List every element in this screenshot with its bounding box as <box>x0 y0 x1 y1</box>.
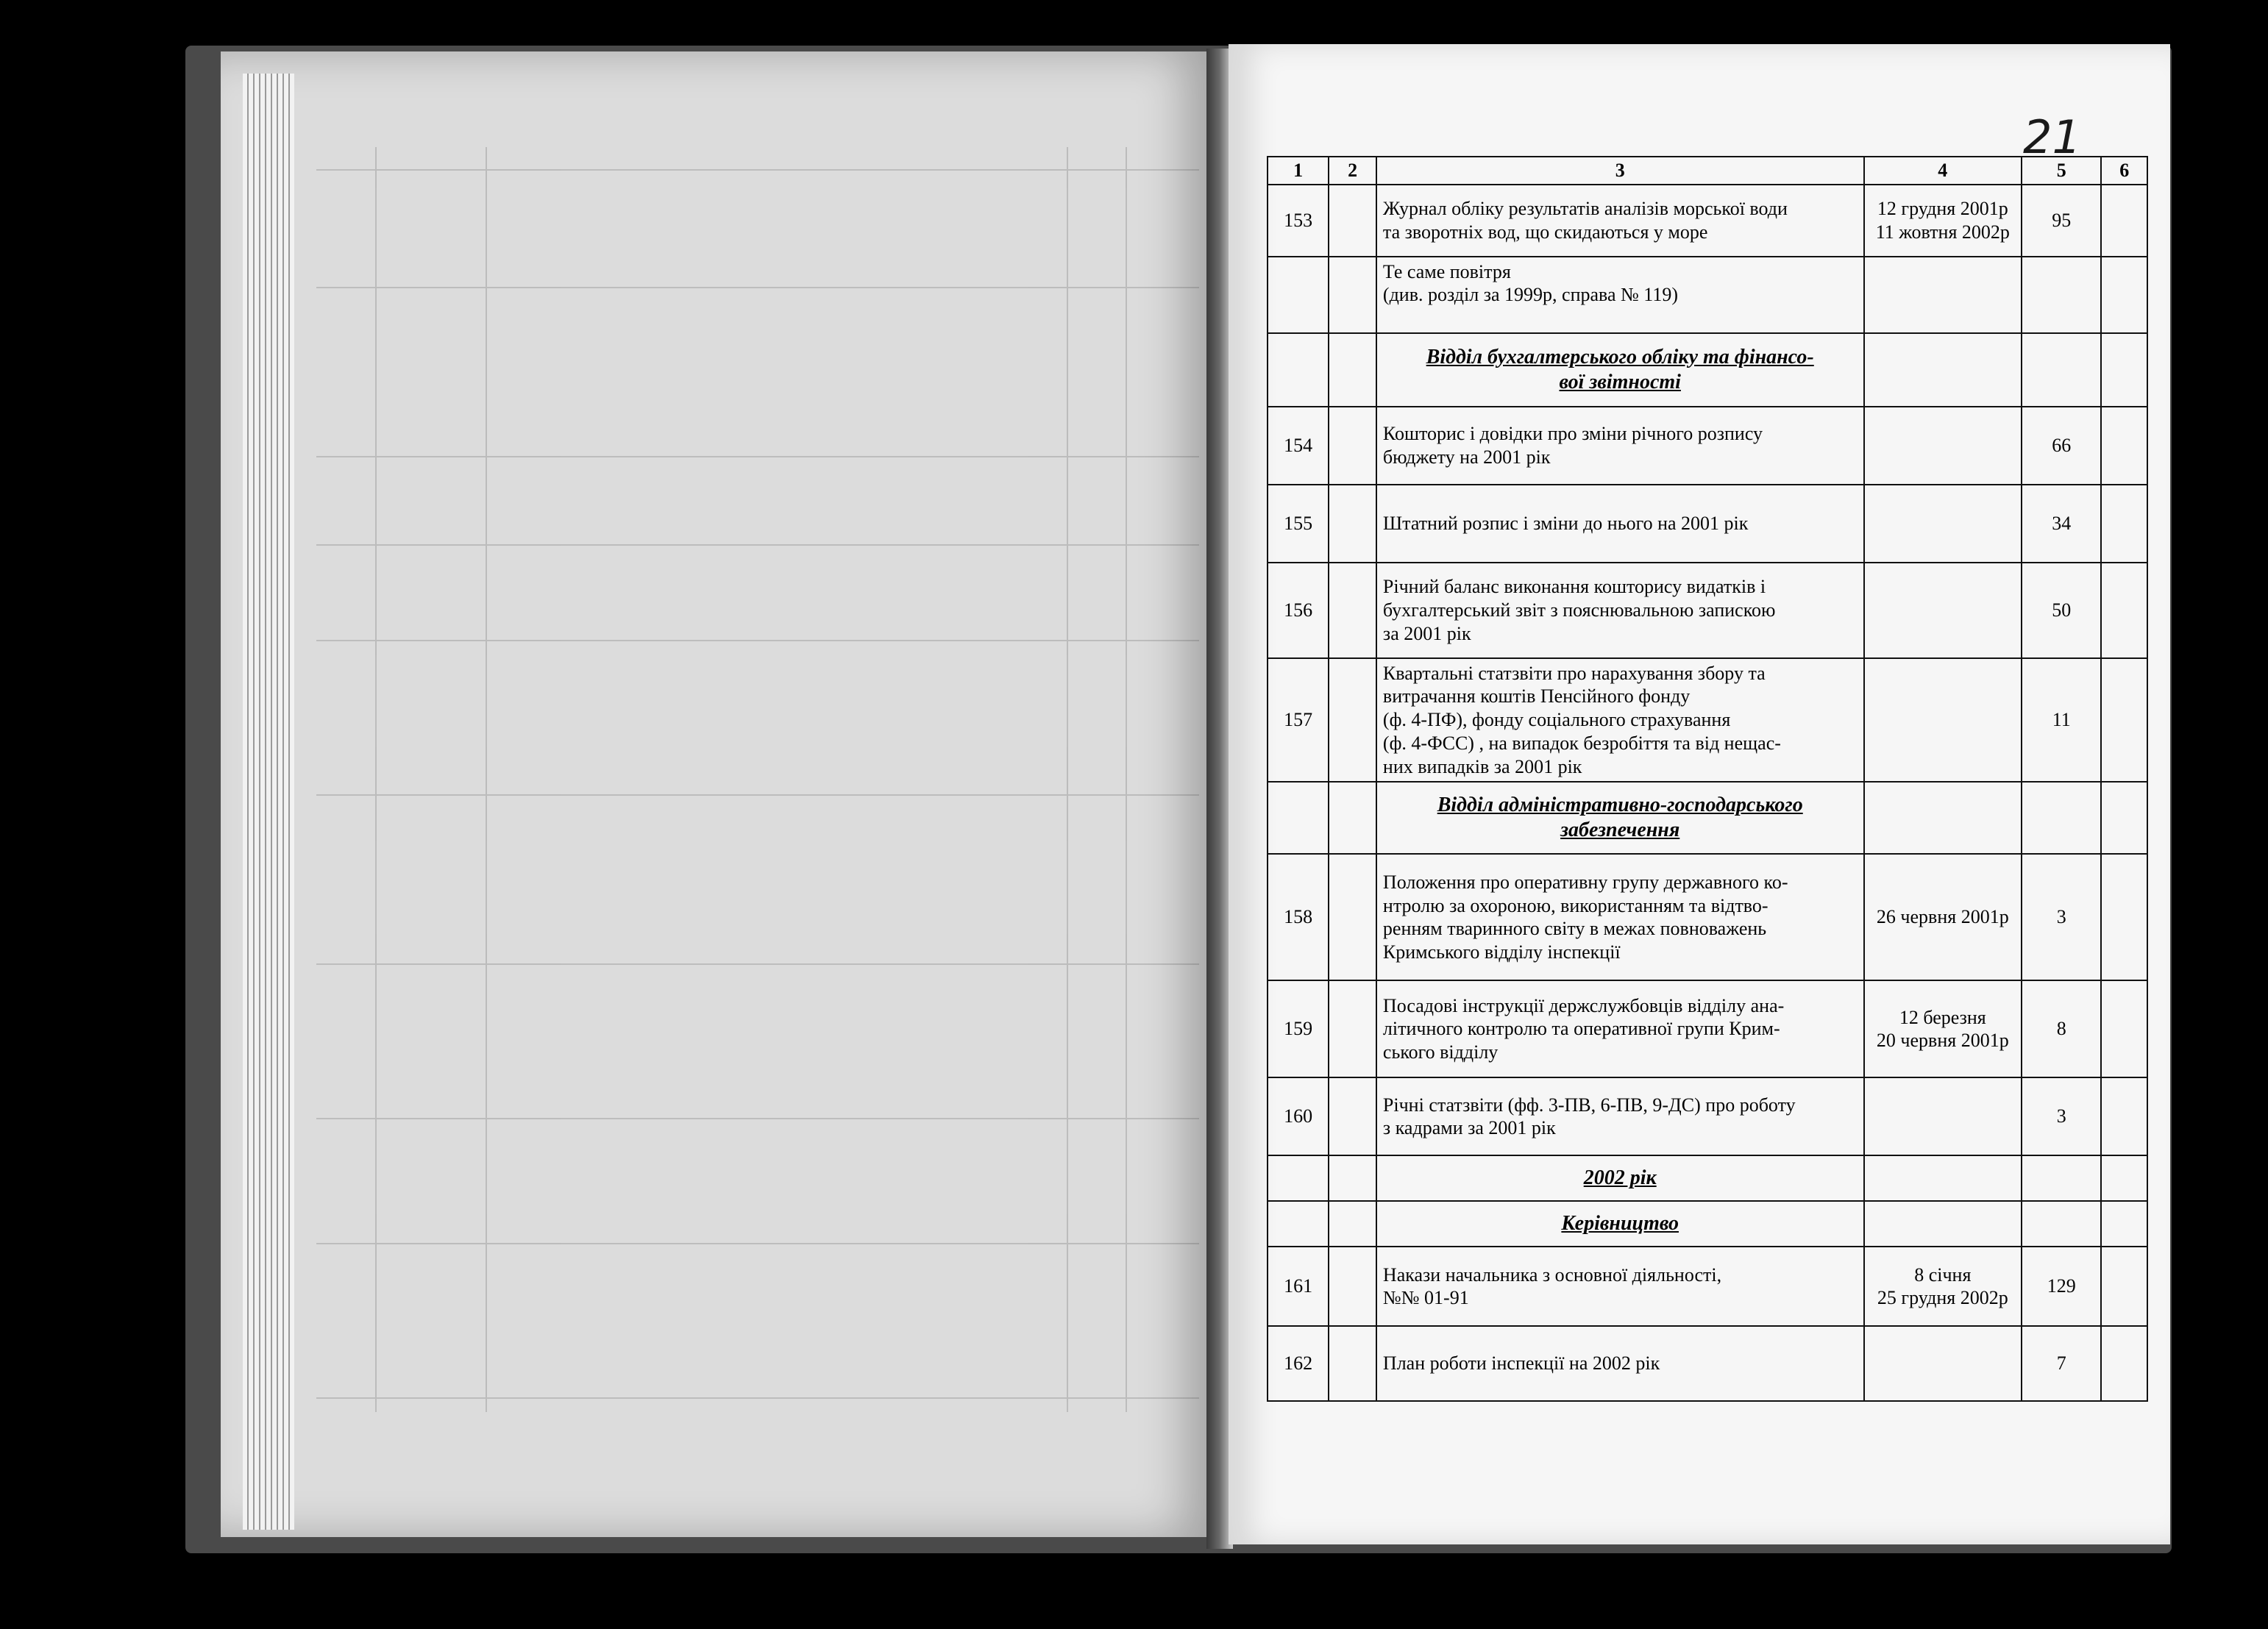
table-row <box>1268 854 2147 980</box>
case-dates <box>1864 257 2022 333</box>
case-title: Посадові інструкції держслужбовців відділу ана- літичного контролю та оперативної групи Крим- ського відділу <box>1376 980 1864 1077</box>
notes-cell <box>2101 854 2147 980</box>
blank-cell <box>2022 1155 2101 1201</box>
blank-cell <box>2101 1155 2147 1201</box>
bleed-through-table <box>316 147 1199 1412</box>
section-heading: Керівництво <box>1376 1201 1864 1247</box>
blank-cell <box>2022 1201 2101 1247</box>
case-dates <box>1864 1326 2022 1401</box>
sheet-count: 50 <box>2022 563 2101 658</box>
column-header: 1 <box>1268 157 1329 185</box>
year-heading: 2002 рік <box>1376 1155 1864 1201</box>
table-row <box>1268 185 2147 257</box>
case-number: 158 <box>1268 854 1329 980</box>
column-header: 4 <box>1864 157 2022 185</box>
sheet-count: 11 <box>2022 658 2101 783</box>
case-number: 156 <box>1268 563 1329 658</box>
notes-cell <box>2101 185 2147 257</box>
case-dates <box>1864 658 2022 783</box>
table-row <box>1268 1247 2147 1326</box>
page-edges <box>243 74 294 1530</box>
case-title: Журнал обліку результатів аналізів морської води та зворотніх вод, що скидаються у море <box>1376 185 1864 257</box>
table-row <box>1268 485 2147 563</box>
blank-cell <box>1268 333 1329 407</box>
blank-cell <box>2101 333 2147 407</box>
case-number: 160 <box>1268 1077 1329 1155</box>
sheet-count: 7 <box>2022 1326 2101 1401</box>
blank-cell <box>1329 854 1376 980</box>
blank-cell <box>2101 782 2147 854</box>
case-number: 162 <box>1268 1326 1329 1401</box>
blank-cell <box>1329 1201 1376 1247</box>
blank-cell <box>1864 1155 2022 1201</box>
case-dates <box>1864 1077 2022 1155</box>
table-row <box>1268 1077 2147 1155</box>
blank-cell <box>2101 1201 2147 1247</box>
column-header: 2 <box>1329 157 1376 185</box>
case-dates: 12 грудня 2001р 11 жовтня 2002р <box>1864 185 2022 257</box>
blank-cell <box>1329 980 1376 1077</box>
case-number: 154 <box>1268 407 1329 485</box>
case-number: 157 <box>1268 658 1329 783</box>
case-dates: 26 червня 2001р <box>1864 854 2022 980</box>
blank-cell <box>1329 1155 1376 1201</box>
table-row <box>1268 407 2147 485</box>
sheet-count: 3 <box>2022 854 2101 980</box>
inventory-table <box>1267 156 2148 1402</box>
case-title: Квартальні статзвіти про нарахування збору та витрачання коштів Пенсійного фонду (ф. 4-ПФ), фонду соціального страхування (ф. 4-ФСС) , на випадок безробіття та від нещас- них випадків за 2001 рік <box>1376 658 1864 783</box>
notes-cell <box>2101 257 2147 333</box>
blank-cell <box>1329 782 1376 854</box>
case-title: Положення про оперативну групу державного ко- нтролю за охороною, використанням та відтво- ренням тваринного світу в межах повноважень Кримського відділу інспекції <box>1376 854 1864 980</box>
blank-cell <box>1329 658 1376 783</box>
section-heading: Відділ бухгалтерського обліку та фінансо- вої звітності <box>1376 333 1864 407</box>
blank-cell <box>1329 185 1376 257</box>
case-dates: 12 березня 20 червня 2001р <box>1864 980 2022 1077</box>
sheet-count: 66 <box>2022 407 2101 485</box>
case-title: Кошторис і довідки про зміни річного розпису бюджету на 2001 рік <box>1376 407 1864 485</box>
blank-cell <box>1329 1326 1376 1401</box>
case-number <box>1268 257 1329 333</box>
section-row <box>1268 782 2147 854</box>
blank-cell <box>1864 1201 2022 1247</box>
sheet-count: 34 <box>2022 485 2101 563</box>
column-header: 6 <box>2101 157 2147 185</box>
blank-cell <box>1329 1247 1376 1326</box>
blank-cell <box>1329 563 1376 658</box>
notes-cell <box>2101 1077 2147 1155</box>
section-row <box>1268 1201 2147 1247</box>
case-dates <box>1864 485 2022 563</box>
case-title: Накази начальника з основної діяльності, №№ 01-91 <box>1376 1247 1864 1326</box>
sheet-count: 8 <box>2022 980 2101 1077</box>
notes-cell <box>2101 563 2147 658</box>
column-header: 5 <box>2022 157 2101 185</box>
blank-cell <box>2022 782 2101 854</box>
notes-cell <box>2101 1247 2147 1326</box>
section-heading: Відділ адміністративно-господарського забезпечення <box>1376 782 1864 854</box>
blank-cell <box>1329 257 1376 333</box>
notes-cell <box>2101 1326 2147 1401</box>
blank-cell <box>1329 485 1376 563</box>
case-number: 159 <box>1268 980 1329 1077</box>
column-header: 3 <box>1376 157 1864 185</box>
sheet-count: 3 <box>2022 1077 2101 1155</box>
blank-cell <box>1864 333 2022 407</box>
section-row <box>1268 1155 2147 1201</box>
page-number: 21 <box>2023 110 2081 164</box>
case-title: План роботи інспекції на 2002 рік <box>1376 1326 1864 1401</box>
case-dates: 8 січня 25 грудня 2002р <box>1864 1247 2022 1326</box>
case-number: 153 <box>1268 185 1329 257</box>
case-title: Річний баланс виконання кошторису видатків і бухгалтерський звіт з пояснювальною запискою за 2001 рік <box>1376 563 1864 658</box>
sheet-count <box>2022 257 2101 333</box>
table-row <box>1268 563 2147 658</box>
blank-cell <box>1329 407 1376 485</box>
blank-cell <box>1268 1155 1329 1201</box>
case-title: Те саме повітря (див. розділ за 1999р, справа № 119) <box>1376 257 1864 333</box>
blank-cell <box>1329 1077 1376 1155</box>
notes-cell <box>2101 407 2147 485</box>
blank-cell <box>1329 333 1376 407</box>
table-row <box>1268 980 2147 1077</box>
table-row <box>1268 1326 2147 1401</box>
table-row <box>1268 257 2147 333</box>
sheet-count: 95 <box>2022 185 2101 257</box>
notes-cell <box>2101 980 2147 1077</box>
case-dates <box>1864 563 2022 658</box>
notes-cell <box>2101 485 2147 563</box>
table-header-row <box>1268 157 2147 185</box>
blank-cell <box>1268 782 1329 854</box>
case-number: 161 <box>1268 1247 1329 1326</box>
blank-cell <box>1268 1201 1329 1247</box>
section-row <box>1268 333 2147 407</box>
sheet-count: 129 <box>2022 1247 2101 1326</box>
case-number: 155 <box>1268 485 1329 563</box>
case-dates <box>1864 407 2022 485</box>
blank-cell <box>1864 782 2022 854</box>
table-row <box>1268 658 2147 783</box>
case-title: Штатний розпис і зміни до нього на 2001 рік <box>1376 485 1864 563</box>
blank-cell <box>2022 333 2101 407</box>
notes-cell <box>2101 658 2147 783</box>
case-title: Річні статзвіти (фф. 3-ПВ, 6-ПВ, 9-ДС) про роботу з кадрами за 2001 рік <box>1376 1077 1864 1155</box>
